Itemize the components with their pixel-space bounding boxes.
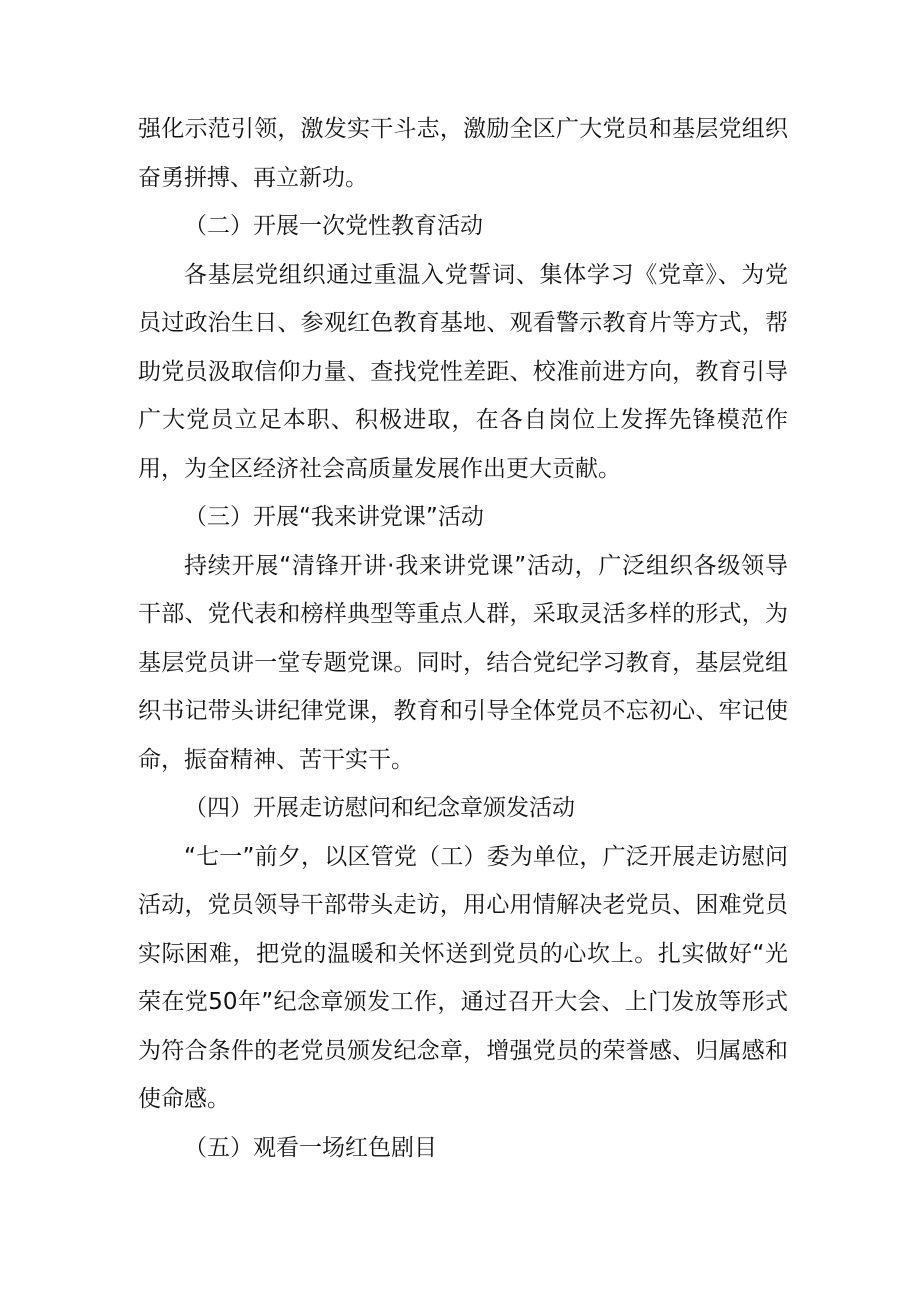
section-heading-4: （四）开展走访慰问和纪念章颁发活动 bbox=[184, 795, 575, 821]
section-heading-3: （三）开展“我来讲党课”活动 bbox=[184, 504, 484, 530]
paragraph-continued: 强化示范引领，激发实干斗志，激励全区广大党员和基层党组织奋勇拼搏、再立新功。 bbox=[138, 116, 788, 191]
paragraph-party-education: 各基层党组织通过重温入党誓词、集体学习《党章》、为党员过政治生日、参观红色教育基地、观看警示教育片等方式，帮助党员汲取信仰力量、查找党性差距、校准前进方向，教育引导广大党员立足本职、积极进取，在各自岗位上发挥先锋模范作用，为全区经济社会高质量发展作出更大贡献。 bbox=[138, 261, 788, 482]
paragraph-visit-medal: “七一”前夕，以区管党（工）委为单位，广泛开展走访慰问活动，党员领导干部带头走访，用心用情解决老党员、困难党员实际困难，把党的温暖和关怀送到党员的心坎上。扎实做好“光荣在党50年”纪念章颁发工作，通过召开大会、上门发放等形式为符合条件的老党员颁发纪念章，增强党员的荣誉感、归属感和使命感。 bbox=[138, 843, 788, 1112]
section-heading-5: （五）观看一场红色剧目 bbox=[184, 1134, 437, 1161]
section-heading-2: （二）开展一次党性教育活动 bbox=[184, 213, 483, 239]
document-body bbox=[138, 105, 788, 1172]
paragraph-party-lecture: 持续开展“清锋开讲·我来讲党课”活动，广泛组织各级领导干部、党代表和榜样典型等重点人群，采取灵活多样的形式，为基层党员讲一堂专题党课。同时，结合党纪学习教育，基层党组织书记带头讲纪律党课，教育和引导全体党员不忘初心、牢记使命，振奋精神、苦干实干。 bbox=[138, 552, 788, 773]
